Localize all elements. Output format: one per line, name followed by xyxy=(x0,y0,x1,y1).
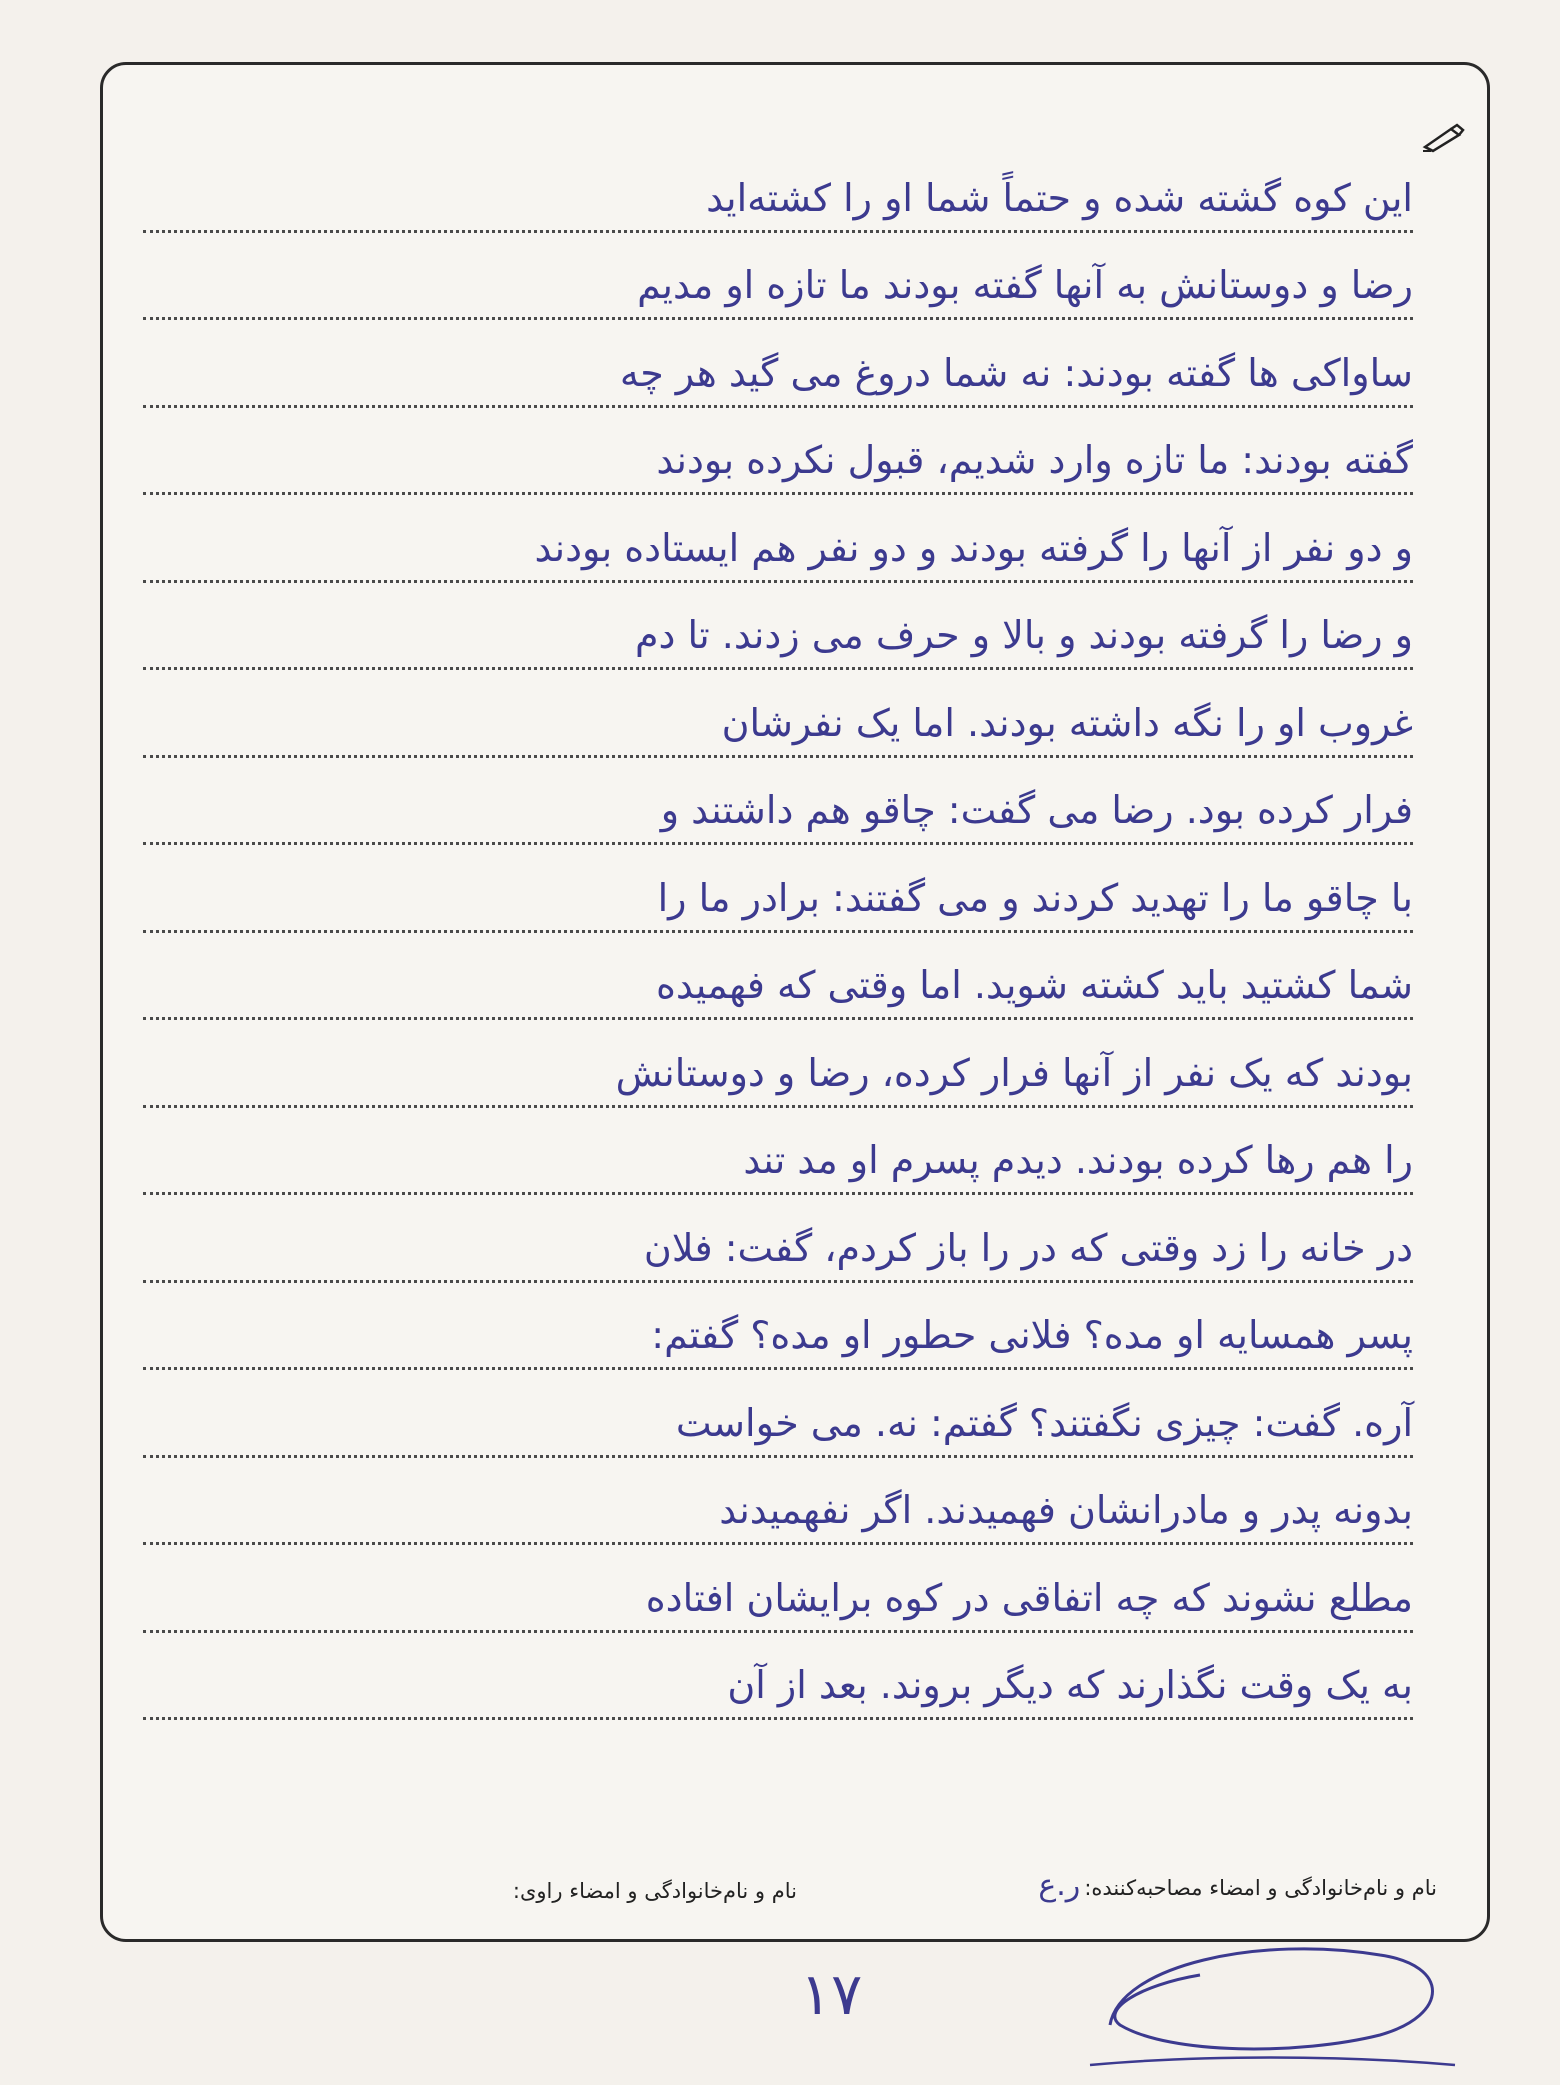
signature-scribble xyxy=(1080,1905,1460,2075)
signature-footer xyxy=(143,1861,1447,1911)
line-text: مطلع نشوند که چه اتفاقی در کوه برایشان افتاده xyxy=(645,1575,1413,1620)
page-number: ۱۷ xyxy=(800,1960,863,2028)
text-line xyxy=(143,495,1413,583)
line-text: این کوه گشته شده و حتماً شما او را کشته‌اید xyxy=(706,175,1413,220)
page-frame xyxy=(100,62,1490,1942)
text-line xyxy=(143,408,1413,496)
text-line xyxy=(143,1108,1413,1196)
text-line xyxy=(143,1283,1413,1371)
text-line xyxy=(143,1545,1413,1633)
interviewer-label: نام و نام‌خانوادگی و امضاء مصاحبه‌کننده: xyxy=(1084,1876,1437,1900)
line-text: رضا و دوستانش به آنها گفته بودند ما تازه او مدیم xyxy=(637,263,1413,307)
text-line xyxy=(143,1020,1413,1108)
line-text: ساواکی ها گفته بودند: نه شما دروغ می گید هر چه xyxy=(619,350,1413,395)
text-line xyxy=(143,1633,1413,1721)
pen-icon xyxy=(1421,123,1465,153)
line-text: در خانه را زد وقتی که در را باز کردم، گفت: فلان xyxy=(643,1225,1413,1270)
line-text: بودند که یک نفر از آنها فرار کرده، رضا و دوستانش xyxy=(615,1050,1413,1095)
text-line xyxy=(143,933,1413,1021)
line-text: آره. گفت: چیزی نگفتند؟ گفتم: نه. می خواست xyxy=(675,1400,1413,1445)
line-text: را هم رها کرده بودند. دیدم پسرم او مد تند xyxy=(743,1138,1413,1182)
text-line xyxy=(143,758,1413,846)
text-line xyxy=(143,583,1413,671)
line-text: گفته بودند: ما تازه وارد شدیم، قبول نکرده بودند xyxy=(656,438,1413,482)
text-line xyxy=(143,1195,1413,1283)
text-line xyxy=(143,1458,1413,1546)
text-line xyxy=(143,670,1413,758)
text-line xyxy=(143,1370,1413,1458)
line-text: فرار کرده بود. رضا می گفت: چاقو هم داشتند و xyxy=(660,788,1413,832)
line-text: شما کشتید باید کشته شوید. اما وقتی که فهمیده xyxy=(655,963,1413,1007)
interviewer-field xyxy=(1038,1868,1437,1903)
text-line xyxy=(143,145,1413,233)
text-line xyxy=(143,233,1413,321)
line-text: به یک وقت نگذارند که دیگر بروند. بعد از آن xyxy=(727,1663,1413,1707)
handwritten-lines xyxy=(143,145,1413,1720)
narrator-label: نام و نام‌خانوادگی و امضاء راوی: xyxy=(512,1879,797,1903)
text-line xyxy=(143,320,1413,408)
text-line xyxy=(143,845,1413,933)
line-text: بدونه پدر و مادرانشان فهمیدند. اگر نفهمیدند xyxy=(719,1488,1413,1532)
line-text: غروب او را نگه داشته بودند. اما یک نفرشان xyxy=(721,700,1413,745)
line-text: و رضا را گرفته بودند و بالا و حرف می زدند. تا دم xyxy=(635,613,1413,657)
line-text: با چاقو ما را تهدید کردند و می گفتند: برادر ما را xyxy=(657,875,1413,920)
line-text: و دو نفر از آنها را گرفته بودند و دو نفر هم ایستاده بودند xyxy=(534,525,1413,570)
line-text: پسر همسایه او مده؟ فلانی حطور او مده؟ گفتم: xyxy=(651,1313,1413,1357)
interviewer-signature: ر.ع xyxy=(1038,1868,1081,1903)
